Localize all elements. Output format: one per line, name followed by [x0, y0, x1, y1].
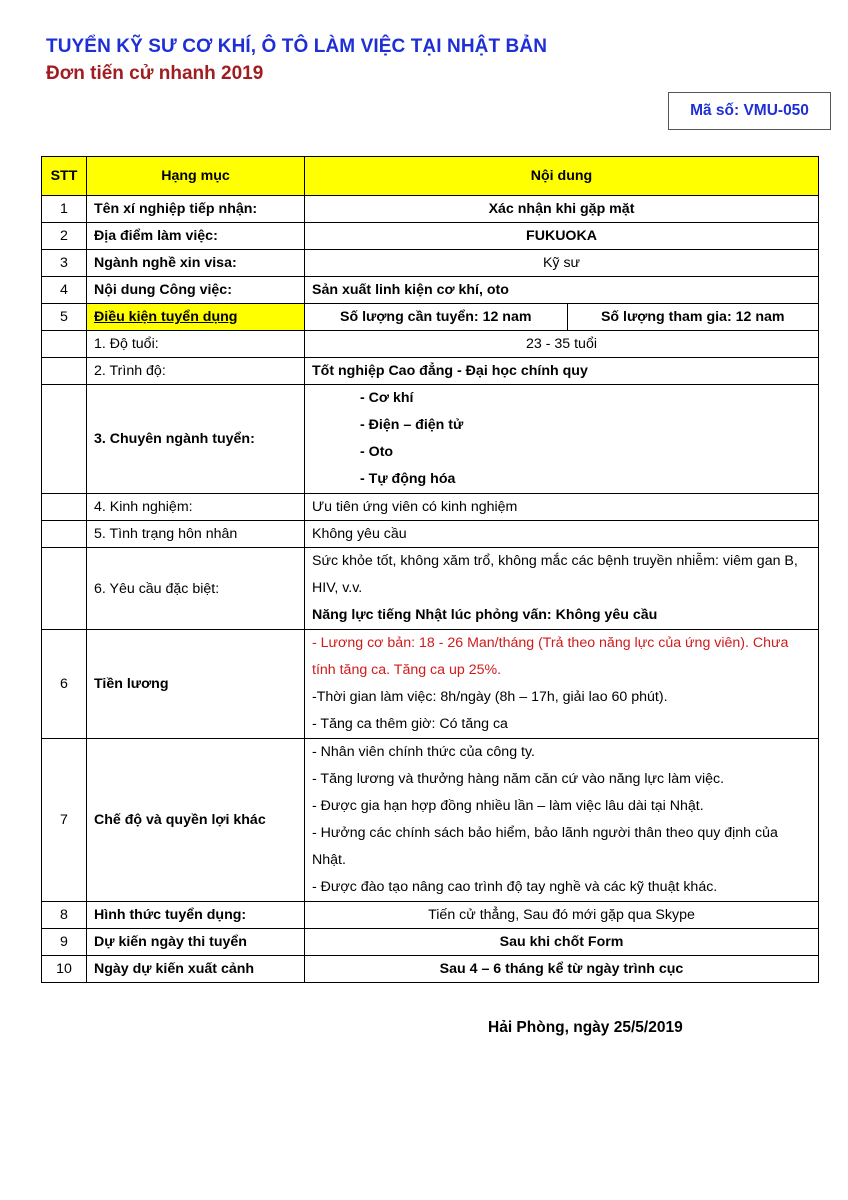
- row-number: 2: [42, 223, 87, 250]
- row-label: Ngành nghề xin visa:: [87, 250, 305, 277]
- row-number: 7: [42, 739, 87, 902]
- table-row: [42, 739, 819, 902]
- row-value: Tốt nghiệp Cao đẳng - Đại học chính quy: [305, 358, 819, 385]
- table-row: [42, 277, 819, 304]
- row-number: 9: [42, 929, 87, 956]
- header-content: Nội dung: [305, 157, 819, 196]
- working-hours: -Thời gian làm việc: 8h/ngày (8h – 17h, giải lao 60 phút).: [312, 689, 668, 705]
- list-item: - Điện – điện tử: [360, 417, 464, 433]
- row-number: 8: [42, 902, 87, 929]
- row-label: 3. Chuyên ngành tuyển:: [87, 385, 305, 494]
- table-row: [42, 385, 819, 494]
- row-value: Sau 4 – 6 tháng kể từ ngày trình cục: [305, 956, 819, 983]
- row-label: 5. Tình trạng hôn nhân: [87, 521, 305, 548]
- row-value: Không yêu cầu: [305, 521, 819, 548]
- row-value: Kỹ sư: [305, 250, 819, 277]
- table-row: [42, 929, 819, 956]
- list-item: - Được đào tạo nâng cao trình độ tay nghề và các kỹ thuật khác.: [312, 879, 718, 895]
- row-label: Tiền lương: [87, 630, 305, 739]
- benefits-list: [305, 739, 819, 902]
- document-subtitle: Đơn tiến cử nhanh 2019: [46, 63, 264, 84]
- required-quantity: Số lượng cần tuyển: 12 nam: [340, 309, 532, 325]
- table-row: [42, 331, 819, 358]
- list-item: - Oto: [360, 444, 394, 460]
- table-row: [42, 630, 819, 739]
- job-details-table: [41, 156, 819, 983]
- table-row: [42, 902, 819, 929]
- job-code: Mã số: VMU-050: [690, 102, 809, 119]
- table-row: [42, 494, 819, 521]
- row-label: Tên xí nghiệp tiếp nhận:: [87, 196, 305, 223]
- table-row: [42, 223, 819, 250]
- row-number: 10: [42, 956, 87, 983]
- overtime-info: - Tăng ca thêm giờ: Có tăng ca: [312, 716, 508, 732]
- row-label: Địa điểm làm việc:: [87, 223, 305, 250]
- row-label: Điều kiện tuyển dụng: [87, 304, 305, 331]
- row-number: 6: [42, 630, 87, 739]
- row-number: 4: [42, 277, 87, 304]
- header-item: Hạng mục: [87, 157, 305, 196]
- quantity-split: [305, 304, 818, 330]
- list-item: - Được gia hạn hợp đồng nhiều lần – làm việc lâu dài tại Nhật.: [312, 798, 704, 814]
- table-row: [42, 521, 819, 548]
- row-label: Nội dung Công việc:: [87, 277, 305, 304]
- job-code-box: [668, 92, 831, 130]
- row-value: Xác nhận khi gặp mặt: [305, 196, 819, 223]
- row-value: 23 - 35 tuổi: [305, 331, 819, 358]
- row-label: 2. Trình độ:: [87, 358, 305, 385]
- salary-info: - Lương cơ bản: 18 - 26 Man/tháng (Trả theo năng lực của ứng viên). Chưa tính tăng ca. Tăng ca up 25%.: [312, 635, 789, 678]
- table-row: [42, 358, 819, 385]
- row-value: Ưu tiên ứng viên có kinh nghiệm: [305, 494, 819, 521]
- row-value: Tiến cử thẳng, Sau đó mới gặp qua Skype: [305, 902, 819, 929]
- table-row: [42, 548, 819, 630]
- row-label: Dự kiến ngày thi tuyển: [87, 929, 305, 956]
- table-row: [42, 304, 819, 331]
- table-row: [42, 956, 819, 983]
- row-label: Chế độ và quyền lợi khác: [87, 739, 305, 902]
- row-label: Ngày dự kiến xuất cảnh: [87, 956, 305, 983]
- header-stt: STT: [42, 157, 87, 196]
- row-label: 4. Kinh nghiệm:: [87, 494, 305, 521]
- row-value: Sau khi chốt Form: [305, 929, 819, 956]
- row-value: [305, 548, 819, 630]
- document-title: TUYỂN KỸ SƯ CƠ KHÍ, Ô TÔ LÀM VIỆC TẠI NHẬT BẢN: [46, 36, 548, 57]
- place-date: Hải Phòng, ngày 25/5/2019: [488, 1019, 683, 1036]
- row-label: Hình thức tuyển dụng:: [87, 902, 305, 929]
- row-label: 1. Độ tuổi:: [87, 331, 305, 358]
- row-label: 6. Yêu cầu đặc biệt:: [87, 548, 305, 630]
- row-value: [305, 304, 819, 331]
- row-value: [305, 630, 819, 739]
- row-number: 3: [42, 250, 87, 277]
- row-value: Sản xuất linh kiện cơ khí, oto: [305, 277, 819, 304]
- health-requirement: Sức khỏe tốt, không xăm trổ, không mắc các bệnh truyền nhiễm: viêm gan B, HIV, v.v.: [312, 553, 798, 596]
- row-number: 5: [42, 304, 87, 331]
- table-row: [42, 196, 819, 223]
- list-item: - Tự động hóa: [360, 471, 456, 487]
- list-item: - Hưởng các chính sách bảo hiểm, bảo lãnh người thân theo quy định của Nhật.: [312, 825, 778, 868]
- table-row: [42, 250, 819, 277]
- list-item: - Tăng lương và thưởng hàng năm căn cứ vào năng lực làm việc.: [312, 771, 725, 787]
- participant-quantity: Số lượng tham gia: 12 nam: [567, 304, 818, 330]
- major-list: [305, 385, 819, 494]
- list-item: - Nhân viên chính thức của công ty.: [312, 744, 535, 760]
- table-header-row: [42, 157, 819, 196]
- list-item: - Cơ khí: [360, 390, 414, 406]
- row-number: 1: [42, 196, 87, 223]
- language-requirement: Năng lực tiếng Nhật lúc phỏng vấn: Không yêu cầu: [312, 607, 658, 623]
- row-value: FUKUOKA: [305, 223, 819, 250]
